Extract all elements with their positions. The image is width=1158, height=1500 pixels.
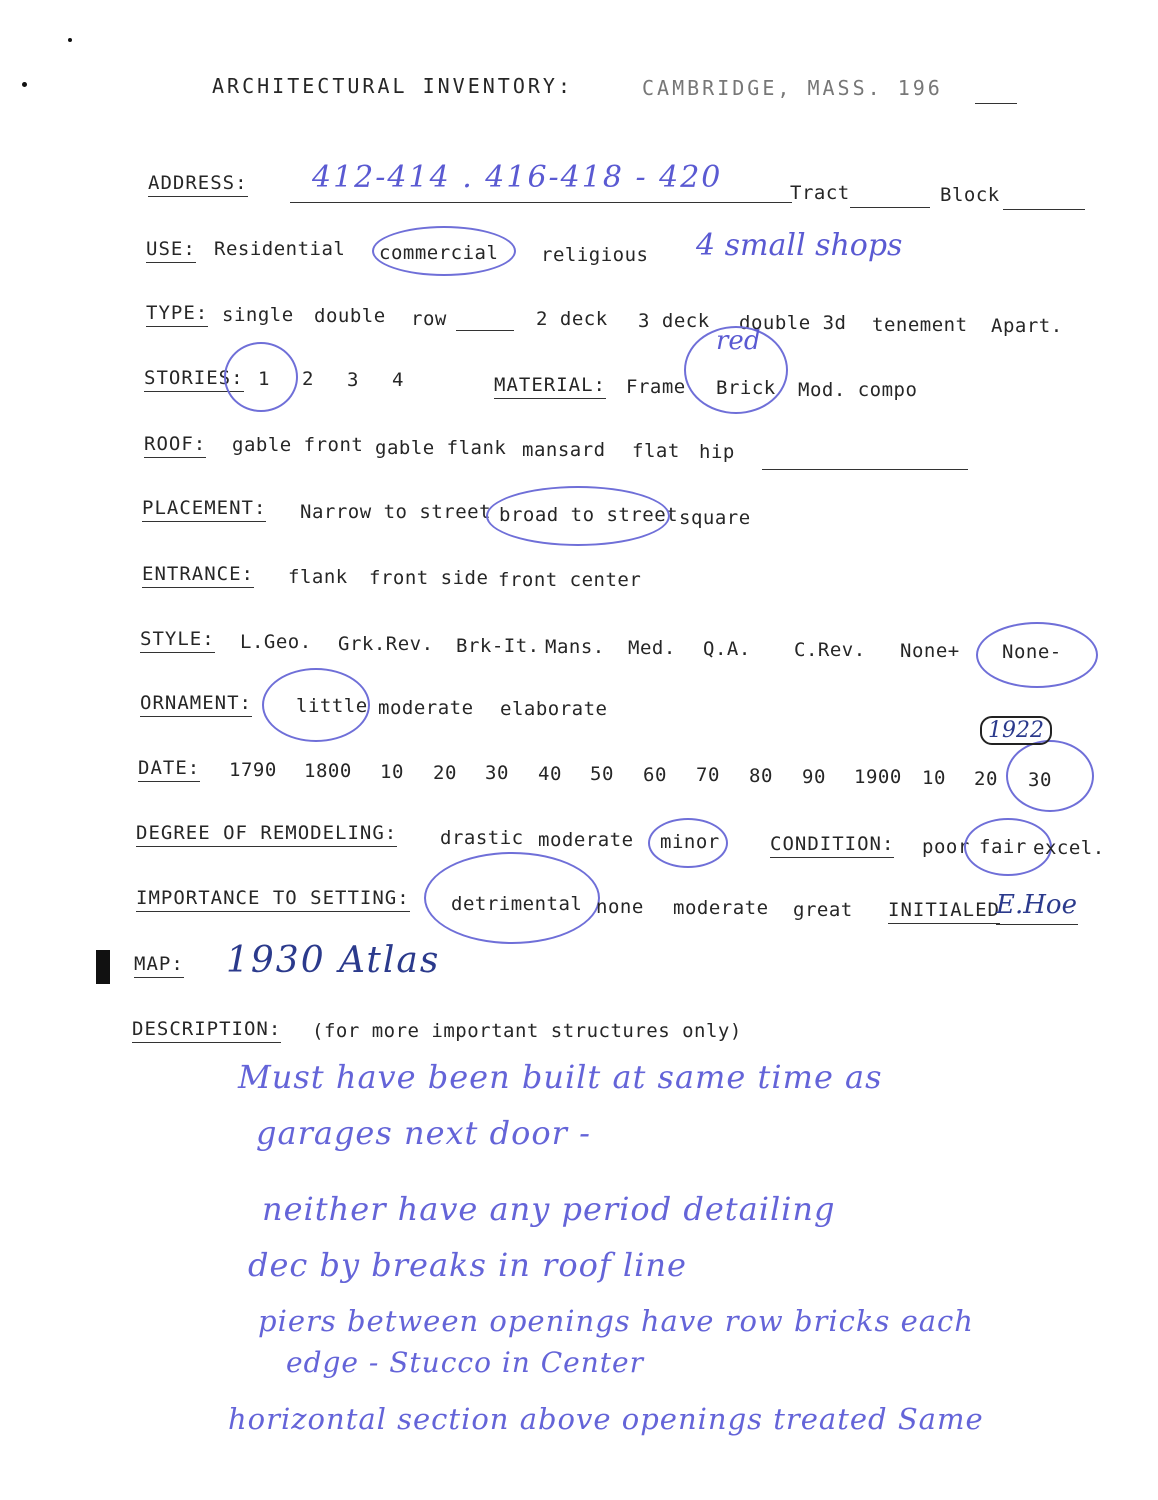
type-option-row: row xyxy=(411,308,447,330)
use-selection-circle xyxy=(372,226,516,276)
condition-option-poor: poor xyxy=(922,836,970,858)
type-option-single: single xyxy=(222,304,294,326)
roof-label: ROOF: xyxy=(144,433,206,458)
description-line-2: garages next door - xyxy=(256,1114,591,1152)
style-option-none-plus: None+ xyxy=(900,640,960,662)
style-option-qa: Q.A. xyxy=(703,638,751,660)
remodeling-option-drastic: drastic xyxy=(440,827,524,849)
use-option-residential: Residential xyxy=(214,238,346,260)
entrance-option-front-center: front center xyxy=(498,569,642,591)
date-option-30: 30 xyxy=(485,762,509,784)
remodeling-label: DEGREE OF REMODELING: xyxy=(136,822,397,847)
remodeling-option-minor: minor xyxy=(660,831,720,853)
date-option-80: 80 xyxy=(749,765,773,787)
stories-option-1: 1 xyxy=(258,368,270,390)
placement-option-square: square xyxy=(679,507,751,529)
date-option-70: 70 xyxy=(696,764,720,786)
placement-selection-circle xyxy=(486,486,670,546)
margin-mark xyxy=(96,950,110,984)
use-note: 4 small shops xyxy=(696,228,903,263)
entrance-option-flank: flank xyxy=(288,566,348,588)
ornament-option-elaborate: elaborate xyxy=(500,698,608,720)
date-option-1790: 1790 xyxy=(229,759,277,781)
map-label: MAP: xyxy=(134,953,184,978)
margin-dot xyxy=(68,38,72,42)
description-line-6: edge - Stucco in Center xyxy=(286,1346,644,1379)
style-option-crev: C.Rev. xyxy=(794,639,866,661)
description-line-7: horizontal section above openings treated Same xyxy=(228,1402,984,1436)
style-option-brkit: Brk-It. xyxy=(456,635,540,657)
date-option-10: 10 xyxy=(380,761,404,783)
initialed-underline xyxy=(996,924,1078,925)
type-option-tenement: tenement xyxy=(872,314,968,336)
style-label: STYLE: xyxy=(140,628,215,653)
style-option-lgeo: L.Geo. xyxy=(240,631,312,653)
material-option-brick: Brick xyxy=(716,377,776,399)
date-note: 1922 xyxy=(980,716,1052,745)
roof-option-gable-front: gable front xyxy=(232,434,364,456)
date-selection-circle xyxy=(1006,740,1094,812)
initialed-signature: E.Hoe xyxy=(996,890,1077,920)
tract-blank xyxy=(850,207,930,208)
condition-option-excel: excel. xyxy=(1033,837,1105,859)
address-underline xyxy=(290,202,792,203)
year-blank xyxy=(975,103,1017,104)
importance-option-great: great xyxy=(793,899,853,921)
description-hint: (for more important structures only) xyxy=(312,1020,742,1042)
roof-option-flat: flat xyxy=(632,440,680,462)
description-line-1: Must have been built at same time as xyxy=(238,1058,883,1096)
tract-label: Tract xyxy=(790,182,850,204)
description-label: DESCRIPTION: xyxy=(132,1018,281,1043)
material-note: red xyxy=(716,326,761,356)
importance-selection-circle xyxy=(424,852,600,944)
stories-option-2: 2 xyxy=(302,368,314,390)
use-label: USE: xyxy=(146,238,196,263)
form-place: CAMBRIDGE, MASS. 196 xyxy=(642,76,943,100)
stories-label: STORIES: xyxy=(144,367,244,392)
map-value: 1930 Atlas xyxy=(226,940,441,981)
date-option-1800: 1800 xyxy=(304,760,352,782)
type-row-blank xyxy=(456,330,514,331)
description-line-3: neither have any period detailing xyxy=(262,1190,836,1228)
style-option-grkrev: Grk.Rev. xyxy=(338,633,434,655)
importance-option-none: none xyxy=(596,896,644,918)
material-option-mod-compo: Mod. compo xyxy=(798,379,918,401)
stories-option-3: 3 xyxy=(347,369,359,391)
description-line-4: dec by breaks in roof line xyxy=(248,1246,687,1284)
type-option-double3d: double 3d xyxy=(739,312,847,334)
importance-label: IMPORTANCE TO SETTING: xyxy=(136,887,410,912)
ornament-label: ORNAMENT: xyxy=(140,692,252,717)
initialed-label: INITIALED xyxy=(888,899,1000,924)
placement-option-broad: broad to street xyxy=(499,504,679,526)
style-option-mans: Mans. xyxy=(545,636,605,658)
date-option-1910: 10 xyxy=(922,767,946,789)
stories-selection-circle xyxy=(224,342,298,412)
type-option-double: double xyxy=(314,305,386,327)
date-option-40: 40 xyxy=(538,763,562,785)
roof-other-blank xyxy=(762,469,968,470)
stories-option-4: 4 xyxy=(392,369,404,391)
date-option-90: 90 xyxy=(802,766,826,788)
date-option-60: 60 xyxy=(643,764,667,786)
remodeling-selection-circle xyxy=(648,818,728,868)
roof-option-mansard: mansard xyxy=(522,439,606,461)
roof-option-gable-flank: gable flank xyxy=(375,437,507,459)
date-label: DATE: xyxy=(138,757,200,782)
ornament-option-little: little xyxy=(296,695,368,717)
material-option-frame: Frame xyxy=(626,376,686,398)
ornament-selection-circle xyxy=(262,668,370,742)
importance-option-detrimental: detrimental xyxy=(451,893,583,915)
date-option-20: 20 xyxy=(433,762,457,784)
type-option-3deck: 3 deck xyxy=(638,310,710,332)
date-option-1920: 20 xyxy=(974,768,998,790)
style-option-med: Med. xyxy=(628,637,676,659)
style-option-none-minus: None- xyxy=(1002,641,1062,663)
condition-label: CONDITION: xyxy=(770,833,894,858)
roof-option-hip: hip xyxy=(699,441,735,463)
use-option-religious: religious xyxy=(541,244,649,266)
type-option-2deck: 2 deck xyxy=(536,308,608,330)
date-option-50: 50 xyxy=(590,763,614,785)
address-label: ADDRESS: xyxy=(148,172,248,197)
entrance-option-front-side: front side xyxy=(369,567,489,589)
placement-option-narrow: Narrow to street xyxy=(300,501,492,523)
ornament-option-moderate: moderate xyxy=(378,697,474,719)
placement-label: PLACEMENT: xyxy=(142,497,266,522)
description-line-5: piers between openings have row bricks each xyxy=(258,1304,974,1338)
remodeling-option-moderate: moderate xyxy=(538,829,634,851)
importance-option-moderate: moderate xyxy=(673,897,769,919)
block-blank xyxy=(1003,209,1085,210)
entrance-label: ENTRANCE: xyxy=(142,563,254,588)
date-option-1900: 1900 xyxy=(854,766,902,788)
condition-option-fair: fair xyxy=(979,836,1027,858)
material-label: MATERIAL: xyxy=(494,374,606,399)
date-option-1930: 30 xyxy=(1028,769,1052,791)
type-option-apart: Apart. xyxy=(991,315,1063,337)
use-option-commercial: commercial xyxy=(379,242,499,264)
type-label: TYPE: xyxy=(146,302,208,327)
block-label: Block xyxy=(940,184,1000,206)
form-title: ARCHITECTURAL INVENTORY: xyxy=(212,74,573,98)
margin-dot xyxy=(22,82,27,87)
address-value: 412-414 . 416-418 - 420 xyxy=(312,160,723,195)
style-selection-circle xyxy=(976,622,1098,688)
